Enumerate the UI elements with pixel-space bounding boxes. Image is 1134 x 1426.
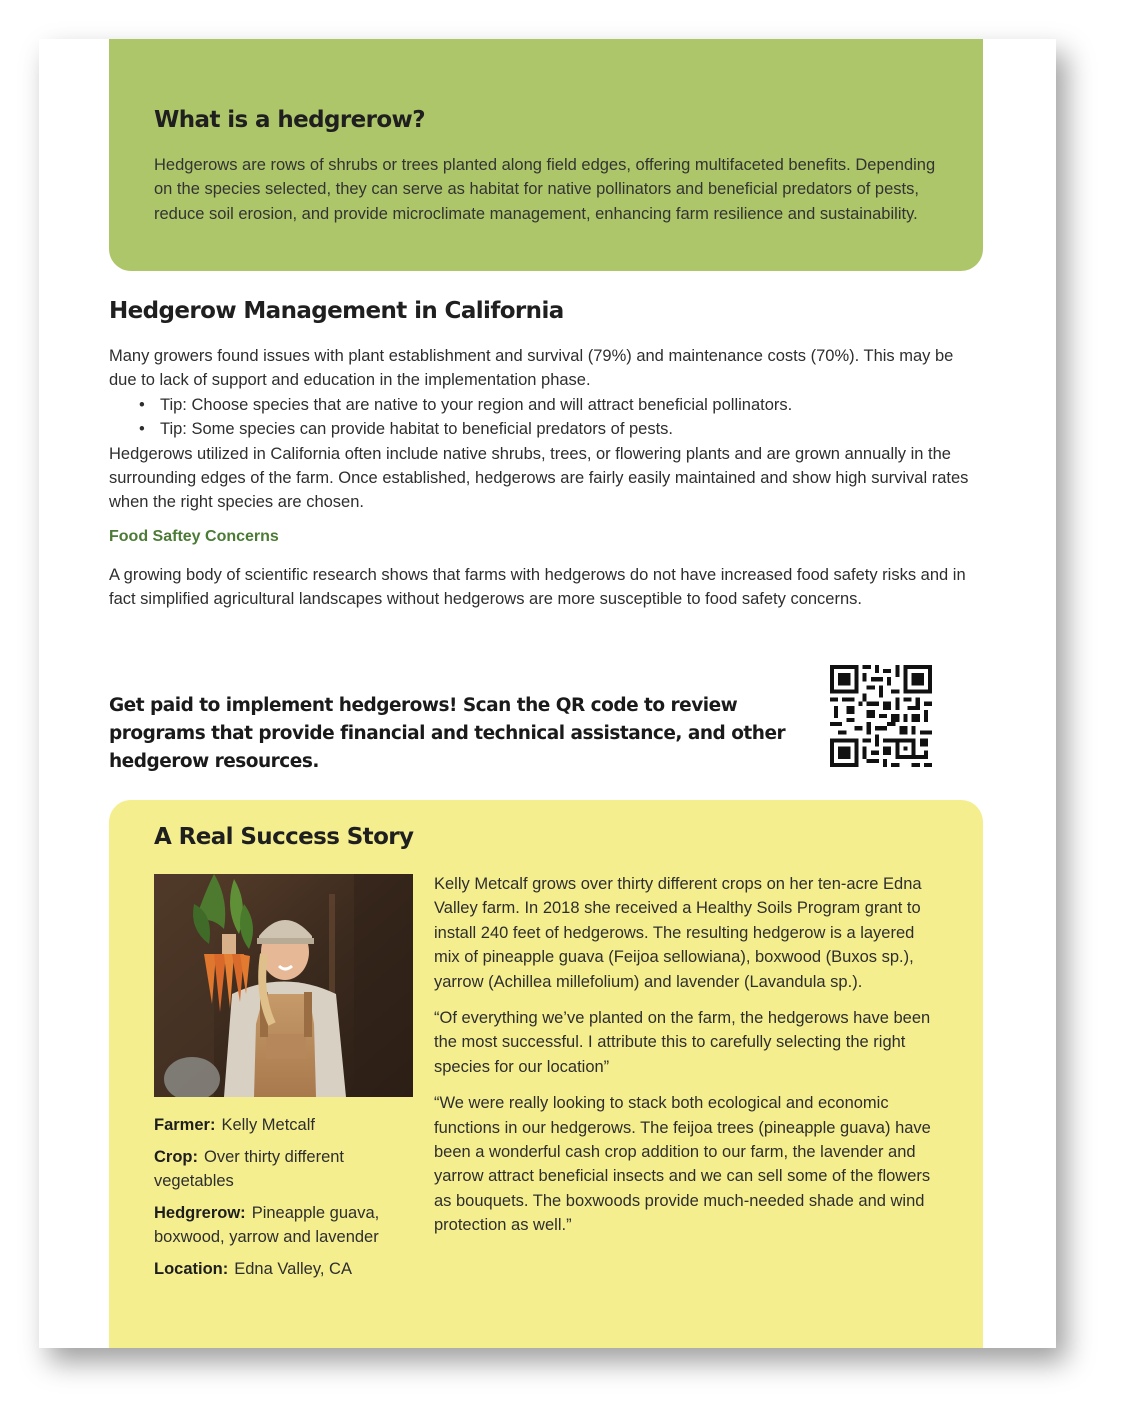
story-quote: “We were really looking to stack both ecological and economic functions in our hedgerows. The feijoa trees (pineapple guava) have been a wonderful cash crop addition to our farm, the lavender and yarrow attract beneficial insects and we can sell some of the flowers as bouquets. The boxwoods provide much-needed shade and wind protection as well.” [434, 1094, 931, 1235]
fact-value: Edna Valley, CA [234, 1260, 352, 1278]
tip-item: • Tip: Choose species that are native to your region and will attract beneficial pollinators. [109, 393, 979, 417]
document-page [39, 39, 1056, 1348]
farmer-photo [154, 874, 413, 1097]
fact-label: Crop: [154, 1148, 198, 1166]
fact-farmer [154, 1113, 419, 1137]
management-intro: Many growers found issues with plant establishment and survival (79%) and maintenance costs (70%). This may be due to lack of support and education in the implementation phase. [109, 347, 954, 390]
tips-list [109, 393, 979, 442]
management-title: Hedgerow Management in California [109, 298, 564, 324]
qr-code[interactable] [830, 665, 932, 767]
story-paragraph: Kelly Metcalf grows over thirty different crops on her ten-acre Edna Valley farm. In 2018 she received a Healthy Soils Program grant to install 240 feet of hedgerows. The resulting hedgerow is a layered mix of pineapple guava (Feijoa sellowiana), boxwood (Buxos sp.), yarrow (Achillea millefolium) and lavender (Lavandula sp.). [434, 875, 922, 991]
fact-label: Farmer: [154, 1116, 216, 1134]
what-is-body: Hedgerows are rows of shrubs or trees planted along field edges, offering multifaceted benefits. Depending on the species selected, they can serve as habitat for native pollinators and beneficial predators of pests, reduce soil erosion, and provide microclimate management, enhancing farm resilience and sustainability. [154, 156, 936, 223]
what-is-hedgerow-box [109, 39, 983, 271]
fact-value: Over thirty different vegetables [154, 1148, 345, 1190]
fact-crop [154, 1145, 419, 1193]
fact-value: Kelly Metcalf [221, 1116, 315, 1134]
food-safety-title: Food Saftey Concerns [109, 528, 279, 545]
story-text [434, 872, 944, 1250]
success-story-box [109, 800, 983, 1348]
food-safety-body: A growing body of scientific research shows that farms with hedgerows do not have increased food safety risks and in fact simplified agricultural landscapes without hedgerows are more susceptible to food safety concerns. [109, 566, 966, 609]
cta-text: Get paid to implement hedgerows! Scan the QR code to review programs that provide financial and technical assistance, and other hedgerow resources. [109, 695, 786, 772]
fact-location [154, 1257, 419, 1281]
farm-facts [154, 1113, 419, 1289]
tip-item: • Tip: Some species can provide habitat to beneficial predators of pests. [109, 417, 979, 441]
fact-value: Pineapple guava, boxwood, yarrow and lavender [154, 1204, 380, 1246]
story-quote: “Of everything we’ve planted on the farm, the hedgerows have been the most successful. I attribute this to carefully selecting the right species for our location” [434, 1009, 931, 1076]
fact-hedgerow [154, 1201, 419, 1249]
fact-label: Hedgrerow: [154, 1204, 246, 1222]
what-is-title: What is a hedgrerow? [154, 107, 425, 133]
story-title: A Real Success Story [154, 824, 414, 850]
management-body: Hedgerows utilized in California often include native shrubs, trees, or flowering plants and are grown annually in the surrounding edges of the farm. Once established, hedgerows are fairly easily maintained and show high survival rates when the right species are chosen. [109, 444, 969, 512]
fact-label: Location: [154, 1260, 229, 1278]
management-section [109, 344, 979, 515]
